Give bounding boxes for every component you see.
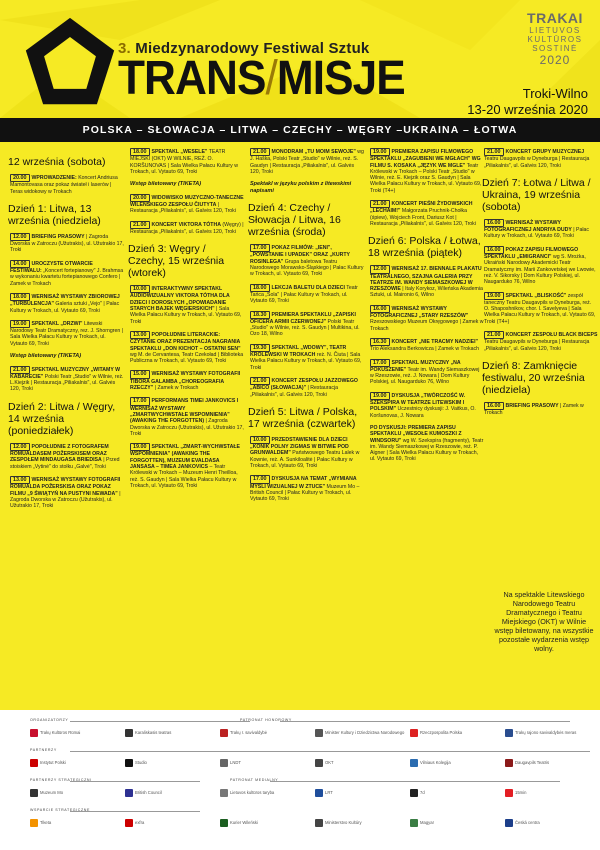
pentagon-logo-icon [22, 14, 118, 110]
event-time: 16.30 [370, 338, 390, 346]
event-entry: 20.00 WIDOWISKO MUZYCZNO-TANECZNE WILEŃSKIEGO ZESPOŁU ČIUTYTA | Restauracja „Piliakalnis", ul. Galvės 120, Troki [130, 194, 244, 215]
event-title: WERNISAŻ WYSTAWY ZBIOROWEJ „TURBULENCJA" [10, 293, 120, 308]
event-place: Restauracja „Piliakalnis", ul. Galvės 120, Troki [484, 339, 590, 352]
title-right: MISJE [276, 52, 405, 105]
event-place: Italy Korykoz, Wileńska Akademia Sztuki, ul. Maironio 6, Wilno [370, 286, 483, 299]
event-description: Teatru Daugavpils w Dyneburga [484, 156, 558, 163]
event-time: 21.00 [250, 377, 270, 385]
schedule-column-5 [482, 148, 598, 423]
sponsor-area [0, 710, 600, 850]
sponsor-logo: Trakų rajono savivaldybės meras [505, 728, 576, 738]
event-description: wg W. Szekspira (fragmenty), Teatr im. Wandy Siemaszkowej w Rzeszowie, reż. P. Aigner [370, 437, 484, 457]
event-title: KONCERT ZESPOŁU BLACK BICEPS [505, 332, 598, 339]
event-description: Litewski Narodowy Teatr Dramatyczny, rez. J. Shorngren [10, 320, 121, 335]
event-time: 19.00 [130, 443, 150, 451]
sponsor-logo: exfra [125, 818, 144, 828]
event-title: WIDOWISKO MUZYCZNO-TANECZNE WILEŃSKIEGO ZESPOŁU ČIUTYTA [130, 194, 244, 208]
sponsor-logo: Trakų r. savivaldybė [220, 728, 267, 738]
event-title: POPOŁUDNIE LITERACKIE: CZYTANIE ORAZ PREZENTACJA NAGRANIA SPEKTAKLU „DON KICHOT – OSTATNI SEN" [130, 331, 241, 352]
event-title: SPEKTAKL „WESELE" [151, 149, 208, 155]
event-place: Zagroda Dworska w Zatroczu (Užutrakis), ul. Užutrakio 17, Troki [130, 418, 244, 437]
event-entry: 13.00 POPOŁUDNIE LITERACKIE: CZYTANIE ORAZ PREZENTACJA NAGRANIA SPEKTAKLU „DON KICHOT – OSTATNI SEN" wg M. de Cervantesa, Teatr Czekoład | Biblioteka Publiczna w Trokach, ul. Vytauto 69, Troki [130, 331, 244, 365]
schedule-column-4 [368, 148, 484, 469]
day-heading: 12 września (sobota) [8, 156, 106, 168]
sponsor-logo: Minister Kultury i Dziedzictwa Narodowego [315, 728, 404, 738]
event-description: „Koncert fortepianowy" J. Brahmsa w wykonaniu kwartetu fortepianowego Confero [10, 268, 124, 281]
event-time: 16.00 [484, 402, 504, 410]
event-title: PREMIERA SPEKTAKLU „ZAPISKI OFICERA ARMII CZERWONEJ" [250, 311, 356, 325]
sponsor-logo: Daugavpils Teatris [505, 758, 549, 768]
event-description: Małgorzata Pruchnik-Chołka (śpiew), Wojciech Front, Dariusz Kot [370, 208, 468, 221]
event-description: Teatr Królewski w Trokach – Polski Teatr „Studio" w Wilnie, reż. E. Kiejzik oraz S. Gaudyn [370, 162, 479, 182]
day-heading: Dzień 8: Zamknięcie festiwalu, 20 września (niedziela) [482, 359, 585, 396]
event-title: KONCERT ZESPOŁU JAZZOWEGO „ABICO (SŁOWACJA)" [250, 377, 358, 392]
sponsor-row-divider [280, 721, 570, 722]
event-title: DYSKUSJA „TWÓRCZOŚĆ W. SZEKSPIRA W TEATRZE LITEWSKIM I POLSKIM" [370, 392, 466, 413]
event-entry: 17.00 PERFORMANS TIMEI JANKOVICS I WERNISAŻ WYSTAWY „ZMARTWYCHWSTAŁE WSPOMNIENIA" (AWAKING THE FORGOTTEN) | Zagroda Dworska w Zatroczu (Užutrakis), ul. Užutrakio 17, Troki [130, 398, 244, 437]
event-entry: 21.00 SPEKTAKL MUZYCZNY „WITAMY W KABARECIE" Polski Teatr „Studio" w Wilnie, reż. L.Kiejzik | Restauracja „Piliakalnis", ul. Galvės 120, Troki [10, 366, 124, 393]
day-heading: Dzień 2: Litwa / Węgry, 14 września (poniedziałek) [8, 400, 116, 437]
event-entry: 18.00 LEKCJA BALETU DLA DZIECI Teatr Tańca „Sola" | Pałac Kultury w Trokach, ul. Vytauto 69, Troki [250, 284, 358, 305]
event-place: Restauracja „Piliakalnis", ul. Galvės 120, Troki [370, 220, 476, 227]
event-description: Teatr im. Wandy Siemaszkowej w Rzeszowie, reż. J. Nowara [370, 366, 480, 380]
sponsor-row-divider [70, 781, 200, 782]
event-time: 18.00 [130, 148, 150, 156]
event-place: Restauracja „Piliakalnis", ul. Galvės 120, Troki [10, 380, 116, 393]
event-place: Sala Wielka Pałacu Kultury w Trokach, ul. Vytauto 69, Troki (T4+) [370, 175, 482, 194]
sponsor-row-label: ORGANIZATORZY [30, 718, 69, 722]
event-time: 12.00 [10, 443, 30, 451]
event-time: 17.00 [370, 359, 390, 367]
event-time: 16.00 [370, 305, 390, 313]
title-left: TRANS [118, 52, 266, 105]
sponsor-logo: Trakų Kultūros Rūmai [30, 728, 80, 738]
event-entry: PO DYSKUSJI: PREMIERA ZAPISU SPEKTAKLU „WESOŁE KUMOSZKI Z WINDSORU" wg W. Szekspira (fragmenty), Teatr im. Wandy Siemaszkowej w Rzeszowie, reż. P. Aigner | Sala Wielka Pałacu Kultury w Trokach, ul. Vytauto 69, Troki [370, 424, 484, 463]
event-title: POPOŁUDNIE Z FOTOGRAFEM ROMUALDASEM POŽERSKISEM ORAZ ZESPOŁEM MINDAUGASA BRIEDISA [10, 443, 109, 464]
event-place: Zamek w Trokach [157, 385, 199, 392]
event-description: Grupa baletowa Teatru Narodowego Morawsko-Śląskiego [250, 258, 338, 272]
sponsor-row-label: PATRONAT HONOROWY [240, 718, 292, 722]
sponsor-logo: Muzeum Mo [30, 788, 63, 798]
event-entry: 21.00 KONCERT VIKTORA TÓTHA (Węgry) | Restauracja „Piliakalnis", ul. Galvės 120, Troki [130, 221, 244, 235]
trakai-logo-line2a: LIETUVOS [529, 26, 581, 35]
sponsor-logo: LRT [315, 788, 333, 798]
event-title: SPEKTAKL „DRZWI" [31, 320, 83, 327]
sponsor-logo: Lietuvos kultūros taryba [220, 788, 274, 798]
event-place: Restauracja „Piliakalnis", ul. Galvės 120, Troki [130, 208, 236, 215]
event-place: Teras widokowy w Trokach [10, 188, 72, 195]
event-title: KONCERT PIEŚNI ŻYDOWSKICH „LECHAIM!" [370, 201, 473, 215]
event-title: POKAZ FILMÓW: „IENI", „POWSTANIE I UPADEK" ORAZ „KURTY ROSINLEGA" [250, 245, 350, 265]
event-place: Pałac Kultury w Trokach, ul. Vytauto 69, Troki [250, 291, 348, 305]
event-time: 13.00 [10, 476, 30, 484]
day-heading: Dzień 4: Czechy / Słowacja / Litwa, 16 września (środa) [248, 202, 341, 239]
sponsor-logo: 7d [410, 788, 425, 798]
event-time: 19.00 [370, 392, 390, 400]
event-title: SPEKTAKL MUZYCZNY „WITAMY W KABARECIE" [10, 366, 121, 380]
event-title: UROCZYSTE OTWARCIE FESTIWALU: [10, 260, 93, 275]
event-title: KONCERT GRUPY MUZYCZNEJ [505, 149, 585, 155]
sponsor-logo: Ministerstvo Kultúry [315, 818, 362, 828]
event-time: 19.30 [250, 344, 270, 352]
event-place: Sala Wielka Pałacu Kultury w Trokach, ul. Vytauto 69, Troki [10, 334, 106, 347]
event-entry: 10.00 PRZEDSTAWIENIE DLA DZIECI „KONIK POLNY ZIGMAS W BITWIE POD GRUNWALDEM" Państwowego Teatru Lalek w Kownie, reż. A. Sunkiloalitė | Pałac Kultury w Trokach, ul. Vytauto 69, Troki [250, 436, 360, 470]
festival-dates: 13-20 września 2020 [467, 102, 588, 117]
event-title: KONCERT VIKTORA TÓTHA [151, 221, 221, 228]
ticket-note: Wstęp biletowany (TIKETA) [130, 181, 202, 188]
event-description: zespół taneczny Teatru Daugavpils w Dyneburga, reż. O. Shaposhnikov, chor. I. Savelyeva [484, 292, 592, 313]
sponsor-logo: Rzeczpospolita Polska [410, 728, 462, 738]
sponsor-logo: 15min [505, 788, 526, 798]
event-title: SPEKTAKL MUZYCZNY „NA POKUSZENIE" [370, 359, 461, 373]
event-title: WERNISAŻ WYSTAWY FOTOGRAFII TIBORA GALAMBA „CHOREOGRAFIA RZECZY" [130, 371, 241, 392]
sponsor-logo: Česká centra [505, 818, 540, 828]
event-time: 12.00 [370, 265, 390, 273]
event-time: 16.00 [484, 219, 504, 227]
trakai-logo-line1: TRAKAI [527, 10, 583, 26]
sponsor-logo: Instytut Polski [30, 758, 66, 768]
event-entry: 16.00 POKAZ ZAPISU FILMOWEGO SPEKTAKLU „EMIGRANCI" wg S. Mrożka, Ukraiński Narodowy Akademicki Teatr Dramatyczny im. Marii Zankovetskej we Lwowie, reż. V. Sikorsky | Dom Kultury Polskiej, ul. Naugarduko 76, Wilno [484, 246, 596, 286]
ticket-note: Wstęp biletowany (TIKETA) [10, 353, 82, 360]
day-heading: Dzień 1: Litwa, 13 września (niedziela) [8, 202, 101, 227]
title-slash: / [265, 52, 277, 105]
ticket-note: Spektakl w języku polskim z litewskimi napisami [250, 181, 352, 194]
event-place: Sala Wielka Pałacu Kultury w Trokach, ul. Vytauto 69, Troki [250, 352, 362, 371]
event-place: Dom Kultury Polskiej, ul. Naugarduko 76, Wilno [370, 373, 470, 386]
event-place: Pałac Kultury w Trokach, ul. Vytauto 69, Troki [250, 489, 352, 503]
event-description: – Teatr Królewski w Trokach – Muzeum Henri Theilloa, reż. S. Gaudyn [130, 464, 238, 483]
event-entry: 19.00 SPEKTAKL „ZMART-WYCHWSTAŁE WSPOMNIENIA" (AWAKING THE FORGOTTEN), MUZEUM EVALDASA JANSASA – TIMEA JANKOVICS – Teatr Królewski w Trokach – Muzeum Henri Theilloa, reż. S. Gaudyn | Sala Wielka Pałacu Kultury w Trokach, ul. Vytauto 69, Troki [130, 444, 240, 489]
event-description: Polski Teatr „Studio" w Wilnie, reż. L.Kiejzik [10, 373, 124, 387]
event-title: WERNISAŻ WYSTAWY FOTOGRAFII ROMUALDA POŽERSKISA ORAZ POKAZ FILMU „9 ŚWIĄTYŃ NA PUSTYNI NEWADA" [10, 476, 121, 497]
trakai-logo-year: 2020 [539, 53, 571, 67]
event-time: 17.00 [250, 244, 270, 252]
event-description: TEATR MIEJSKI (OKT) W WILNIE, REŻ. O. KORŠUNOVAS [130, 149, 226, 169]
event-place: Pałac Kultury w Trokach, ul. Vytauto 69, Troki [250, 456, 353, 470]
event-entry: 18.30 PREMIERA SPEKTAKLU „ZAPISKI OFICERA ARMII CZERWONEJ" Polski Teatr „Studio" w Wilnie, reż. S. Gaudyn | Multikina, ul. Ozo 18, Wilno [250, 311, 360, 338]
event-entry: 19.00 SPEKTAKL „BLISKOŚĆ" zespół taneczny Teatru Daugavpils w Dyneburga, reż. O. Shaposhnikov, chor. I. Savelyeva | Sala Wielka Pałacu Kultury w Trokach, ul. Vytauto 69, Troki (T4+) [484, 292, 596, 325]
event-description: wg M. de Cervantesa, Teatr Czekoład [130, 351, 217, 358]
event-entry: 21.00 KONCERT ZESPOŁU JAZZOWEGO „ABICO (SŁOWACJA)" | Restauracja „Piliakalnis", ul. Galvės 120, Troki [250, 377, 358, 398]
event-time: 20.00 [130, 194, 150, 202]
event-time: 15.00 [130, 370, 150, 378]
sponsor-row-divider [270, 781, 560, 782]
event-time: 18.00 [10, 293, 30, 301]
event-time: 17.00 [250, 475, 270, 483]
event-entry: 13.00 WERNISAŻ WYSTAWY FOTOGRAFII ROMUALDA POŽERSKISA ORAZ POKAZ FILMU „9 ŚWIĄTYŃ NA PUSTYNI NEWADA" | Zagroda Dworska w Zatroczu (Užutrakis), ul. Užutrakio 17, Troki [10, 476, 121, 510]
event-entry: 12.00 POPOŁUDNIE Z FOTOGRAFEM ROMUALDASEM POŽERSKISEM ORAZ ZESPOŁEM MINDAUGASA BRIEDISA | Przed stoiskiem „Vytinė" do stołku „Galvė", Troki [10, 443, 120, 470]
event-place: Pałac Kultury w Trokach, ul. Vytauto 69, Troki [10, 301, 120, 314]
event-entry: 19.00 PREMIERA ZAPISU FILMOWEGO SPEKTAKLU „ZAGUBIENI WE MGŁACH" WG FILMU S. KOSAKA „JĘZYK WE MGLE" Teatr Królewski w Trokach – Polski Teatr „Studio" w Wilnie, reż. E. Kiejzik oraz S. Gaudyn | Sala Wielka Pałacu Kultury w Trokach, ul. Vytauto 69, Troki (T4+) [370, 149, 482, 194]
event-place: Biblioteka Publiczna w Trokach, ul. Vytauto 69, Troki [130, 351, 244, 365]
edition-text: Miedzynarodowy Festiwal Sztuk [135, 40, 370, 57]
event-title: PERFORMANS TIMEI JANKOVICS I WERNISAŻ WYSTAWY „ZMARTWYCHWSTAŁE WSPOMNIENIA" (AWAKING THE FORGOTTEN) [130, 398, 239, 425]
event-description: wg S. Mrożka, Ukraiński Narodowy Akademicki Teatr Dramatyczny im. Marii Zankovetskej we Lwowie, reż. V. Sikorsky [484, 254, 596, 279]
day-heading: Dzień 7: Łotwa / Litwa / Ukraina, 19 września (sobota) [482, 176, 591, 213]
event-entry: 21.00 KONCERT PIEŚNI ŻYDOWSKICH „LECHAIM!" Małgorzata Pruchnik-Chołka (śpiew), Wojciech Front, Dariusz Kot | Restauracja „Piliakalnis", ul. Galvės 120, Troki [370, 201, 476, 227]
event-entry: 17.00 DYSKUSJA NA TEMAT „WYMIANA MYŚLI WIZUALNEJ W ZTUCE" Muzeum Mo – British Council | Pałac Kultury w Trokach, ul. Vytauto 69, Troki [250, 476, 360, 503]
event-title: SPEKTAKL „ZMART-WYCHWSTAŁE WSPOMNIENIA" (AWAKING THE FORGOTTEN), MUZEUM EVALDASA JANSASA – TIMEA JANKOVICS [130, 444, 240, 470]
day-heading: Dzień 3: Węgry / Czechy, 15 września (wtorek) [128, 243, 225, 280]
edition-number: 3. [118, 40, 131, 57]
event-place: Zagroda Dworska w Zatroczu (Užutrakis), ul. Užutrakio 17, Troki [10, 496, 113, 510]
event-entry: 16.30 KONCERT „NIE TRACMY NADZIEI" Trio Aleksandra Berkowicza | Zamek w Trokach [370, 338, 479, 353]
event-title: SPEKTAKL „BLISKOŚĆ" [505, 292, 567, 299]
event-entry: 21.00 MONODRAM „TU MOIM SEWOJE" wg J. Haška, Polski Teatr „Studio" w Wilnie, reż. S. Gaudyn | Restauracja „Piliakalnis", ul. Galvės 120, Troki [250, 149, 364, 175]
festival-title [118, 52, 405, 105]
event-time: 20.00 [10, 174, 30, 182]
event-title: LEKCJA BALETU DLA DZIECI [271, 284, 345, 291]
sponsor-row-divider [70, 721, 250, 722]
event-place: Restauracja „Piliakalnis", ul. Galvės 120, Troki [484, 156, 590, 169]
event-description: Rzeszowskiego Muzeum Okręgowego [370, 319, 459, 326]
event-description: Trio Aleksandra Berkowicza [370, 346, 434, 353]
event-place: Zagroda Dworska w Zatroczu (Užutrakis), ul. Užutrakio 17, Troki [10, 233, 124, 254]
event-description: Uczestnicy dyskusji: J. Vaitkus, O. Koršunovas, J. Nowara [370, 406, 476, 419]
event-title: PO DYSKUSJI: PREMIERA ZAPISU SPEKTAKLU „WESOŁE KUMOSZKI Z WINDSORU" [370, 424, 462, 444]
schedule-column-1 [8, 148, 124, 515]
event-time: 21.00 [130, 221, 150, 229]
trakai-capital-logo [516, 10, 594, 67]
event-description: reż. N. Čiuta [316, 352, 346, 359]
event-title: BRIEFING PRASOWY [31, 233, 85, 240]
event-place: Sala Wielka Pałacu Kultury w Trokach, ul. Vytauto 69, Troki [130, 306, 242, 325]
event-entry: 16.00 BRIEFING PRASOWY | Zamek w Trokach [484, 402, 584, 417]
event-place: Dom Kultury Polskiej, ul. Naugarduko 76, Wilno [484, 272, 581, 286]
event-entry: 16.00 WERNISAŻ WYSTAWY FOTOGRAFICZNEJ ANDRIYA DUDY | Pałac Kultury w Trokach, ul. Vytauto 69, Troki [484, 219, 590, 240]
event-entry: 12.00 BRIEFING PRASOWY | Zagroda Dworska w Zatroczu (Užutrakis), ul. Užutrakio 17, Troki [10, 233, 124, 254]
event-description: Galeria sztuki „Vejo" [55, 301, 102, 308]
event-place: Sala Wielka Pałacu Kultury w Trokach, ul. Vytauto 69, Troki [130, 162, 238, 175]
event-description: Muzeum Mo – British Council [250, 483, 360, 496]
event-title: WERNISAŻ WYSTAWY FOTOGRAFICZNEJ „STARY RZESZÓW" [370, 305, 469, 320]
event-entry: 17.00 POKAZ FILMÓW: „IENI", „POWSTANIE I UPADEK" ORAZ „KURTY ROSINLEGA" Grupa baletowa Teatru Narodowego Morawsko-Śląskiego | Pałac Kultury w Trokach, ul. Vytauto 69, Troki [250, 245, 364, 278]
event-description: Teatru Daugavpils w Dyneburga [484, 339, 558, 346]
event-title: DYSKUSJA NA TEMAT „WYMIANA MYŚLI WIZUALNEJ W ZTUCE" [250, 476, 357, 490]
event-title: WERNISAŻ WYSTAWY FOTOGRAFICZNEJ ANDRIYA DUDY [484, 219, 572, 234]
sponsor-logo: Tiketa [30, 818, 51, 828]
event-place: Zamek w Trokach [370, 319, 484, 332]
event-time: 16.00 [484, 246, 504, 254]
sponsor-logo: Studio [125, 758, 147, 768]
event-title: WERNISAŻ 17. BIENNALE PLAKATU TEATRALNEGO, SZAJNA GALERIA PRZY TEATRZE IM. WANDY SIEMASZKOWEJ W RZESZOWIE [370, 266, 482, 293]
event-title: INTERAKTYWNY SPEKTAKL AUDIOWIZUALNY VIKTORA TÓTHA DLA DZIECI I DOROSŁYCH „OPOWIADANIE STARYCH BAJEK WĘGIERSKICH" [130, 286, 230, 313]
event-time: 10.00 [130, 285, 150, 293]
day-heading: Dzień 5: Litwa / Polska, 17 września (czwartek) [248, 405, 358, 430]
event-entry: 18.00 WERNISAŻ WYSTAWY ZBIOROWEJ „TURBULENCJA" Galeria sztuki „Vejo" | Pałac Kultury w Trokach, ul. Vytauto 69, Troki [10, 293, 120, 314]
event-entry: 14.00 UROCZYSTE OTWARCIE FESTIWALU: „Koncert fortepianowy" J. Brahmsa w wykonaniu kwartetu fortepianowego Confero | Zamek w Trokach [10, 260, 124, 287]
event-title: POKAZ ZAPISU FILMOWEGO SPEKTAKLU „EMIGRANCI" [484, 246, 579, 261]
sponsor-logo: LNDT [220, 758, 241, 768]
event-title: KONCERT „NIE TRACMY NADZIEI" [391, 338, 479, 345]
event-place: Pałac Kultury w Trokach, ul. Vytauto 69, Troki [484, 227, 590, 240]
countries-band: POLSKA – SŁOWACJA – LITWA – CZECHY – WĘGRY –UKRAINA – ŁOTWA [0, 118, 600, 142]
event-time: 21.00 [10, 366, 30, 374]
event-entry: 20.00 WPROWADZENIE: Koncert Andriusa Mamontovasa oraz pokaz świateł i laserów | Teras widokowy w Trokach [10, 175, 118, 195]
event-place: Sala Wielka Pałacu Kultury w Trokach, ul. Vytauto 69, Troki (T4+) [484, 306, 596, 325]
sponsor-logo: Vilniaus Kolegija [410, 758, 451, 768]
event-title: WPROWADZENIE: [31, 175, 77, 181]
event-time: 14.00 [10, 260, 30, 268]
event-time: 21.00 [250, 148, 270, 156]
event-title: PREMIERA ZAPISU FILMOWEGO SPEKTAKLU „ZAGUBIENI WE MGŁACH" WG FILMU S. KOSAKA „JĘZYK WE MGLE" [370, 149, 481, 169]
event-time: 10.00 [250, 436, 270, 444]
sponsor-row-divider [70, 751, 590, 752]
event-title: SPEKTAKL „WDOWY", TEATR KRÓLEWSKI W TROKACH [250, 344, 347, 359]
schedule-area [0, 142, 600, 710]
event-title: PRZEDSTAWIENIE DLA DZIECI „KONIK POLNY ZIGMAS W BITWIE POD GRUNWALDEM" [250, 436, 349, 457]
event-place: Pałac Kultury w Trokach, ul. Vytauto 69, Troki [250, 265, 364, 278]
sponsor-row-label: WSPARCIE STRATEGICZNE [30, 808, 90, 812]
event-time: 17.00 [130, 397, 150, 405]
event-place: Sala Wielka Pałacu Kultury w Trokach, ul. Vytauto 69, Troki [130, 476, 237, 489]
schedule-column-3 [248, 148, 364, 509]
event-place: Zamek w Trokach [10, 280, 51, 287]
festival-location: Troki-Wilno [522, 86, 588, 101]
event-entry: 12.00 WERNISAŻ 17. BIENNALE PLAKATU TEATRALNEGO, SZAJNA GALERIA PRZY TEATRZE IM. WANDY SIEMASZKOWEJ W RZESZOWIE | Italy Korykoz, Wileńska Akademia Sztuki, ul. Maironio 6, Wilno [370, 266, 483, 299]
event-description: Państwowego Teatru Lalek w Kownie, reż. A. Sunkiloalitė [250, 450, 360, 463]
event-description: wg J. Haška, Polski Teatr „Studio" w Wilnie, reż. S. Gaudyn [250, 149, 364, 169]
ticket-footnote: Na spektakle Litewskiego Narodowego Teatru Dramatycznego i Teatru Miejskiego (OKT) w Wilnie wstęp biletowany, na wszystkie pozostałe wydarzenia wstęp wolny. [494, 590, 594, 653]
event-time: 19.00 [370, 148, 390, 156]
sponsor-logo: OKT [315, 758, 334, 768]
sponsor-row-label: PATRONAT MEDIALNY [230, 778, 279, 782]
event-time: 18.30 [250, 311, 270, 319]
event-description: Teatr Tańca „Sola" [250, 284, 358, 298]
event-entry: 21.00 KONCERT GRUPY MUZYCZNEJ Teatru Daugavpils w Dyneburga | Restauracja „Piliakalnis", ul. Galvės 120, Troki [484, 149, 590, 169]
sponsor-row-label: PARTNERZY STRATEGICZNI [30, 778, 92, 782]
event-place: Restauracja „Piliakalnis", ul. Galvės 120, Troki [130, 228, 236, 235]
event-description: (Węgry) [222, 221, 241, 228]
event-place: Zamek w Trokach [438, 346, 479, 353]
event-time: 19.00 [484, 292, 504, 300]
sponsor-row-divider [70, 811, 200, 812]
event-place: Restauracja „Piliakalnis", ul. Galvės 120, Troki [250, 162, 355, 175]
event-place: Multikina, ul. Ozo 18, Wilno [250, 325, 360, 338]
trakai-logo-line2b: KULTŪROS [527, 35, 583, 44]
sponsor-logo: Magyar [410, 818, 434, 828]
event-time: 19.00 [10, 320, 30, 328]
event-entry: 19.30 SPEKTAKL „WDOWY", TEATR KRÓLEWSKI W TROKACH reż. N. Čiuta | Sala Wielka Pałacu Kultury w Trokach, ul. Vytauto 69, Troki [250, 344, 362, 371]
poster-header [0, 0, 600, 118]
event-entry: 17.00 SPEKTAKL MUZYCZNY „NA POKUSZENIE" Teatr im. Wandy Siemaszkowej w Rzeszowie, reż. J. Nowara | Dom Kultury Polskiej, ul. Naugarduko 76, Wilno [370, 359, 480, 386]
event-entry: 21.00 KONCERT ZESPOŁU BLACK BICEPS Teatru Daugavpils w Dyneburga | Restauracja „Piliakalnis", ul. Galvės 120, Troki [484, 332, 598, 352]
event-time: 21.00 [484, 148, 504, 156]
sponsor-logo: Karaliskasis teatras [125, 728, 171, 738]
event-title: MONODRAM „TU MOIM SEWOJE" [271, 149, 356, 155]
event-place: Zamek w Trokach [484, 402, 584, 417]
event-time: 13.00 [130, 331, 150, 339]
event-description: Polski Teatr „Studio" w Wilnie, reż. S. Gaudyn [250, 318, 355, 332]
event-entry: 19.00 SPEKTAKL „DRZWI" Litewski Narodowy Teatr Dramatyczny, rez. J. Shorngren | Sala Wielka Pałacu Kultury w Trokach, ul. Vytauto 69, Troki [10, 320, 124, 347]
event-place: Sala Wielka Pałacu Kultury w Trokach, ul. Vytauto 69, Troki [370, 450, 479, 463]
sponsor-row-label: PARTNERZY [30, 748, 57, 752]
event-time: 21.00 [484, 331, 504, 339]
trakai-logo-line2c: SOSTINĖ [532, 44, 578, 53]
event-entry: 15.00 WERNISAŻ WYSTAWY FOTOGRAFII TIBORA GALAMBA „CHOREOGRAFIA RZECZY" | Zamek w Trokach [130, 371, 241, 392]
event-description: Koncert Andriusa Mamontovasa oraz pokaz świateł i laserów [10, 175, 118, 189]
event-entry: 10.00 INTERAKTYWNY SPEKTAKL AUDIOWIZUALNY VIKTORA TÓTHA DLA DZIECI I DOROSŁYCH „OPOWIADANIE STARYCH BAJEK WĘGIERSKICH" | Sala Wielka Pałacu Kultury w Trokach, ul. Vytauto 69, Troki [130, 286, 242, 325]
event-place: Restauracja „Piliakalnis", ul. Galvės 120, Troki [250, 385, 338, 398]
event-entry [368, 392, 484, 419]
event-time: 18.00 [250, 284, 270, 292]
schedule-column-2 [128, 148, 244, 495]
event-entry: 16.00 WERNISAŻ WYSTAWY FOTOGRAFICZNEJ „STARY RZESZÓW" Rzeszowskiego Muzeum Okręgowego | Zamek w Trokach [370, 305, 484, 332]
event-time: 12.00 [10, 233, 30, 241]
day-heading: Dzień 6: Polska / Łotwa, 18 września (piątek) [368, 235, 481, 260]
event-time: 21.00 [370, 200, 390, 208]
event-entry: 18.00 SPEKTAKL „WESELE" TEATR MIEJSKI (OKT) W WILNIE, REŻ. O. KORŠUNOVAS | Sala Wielka Pałacu Kultury w Trokach, ul. Vytauto 69, Troki [130, 149, 238, 175]
sponsor-logo: British Council [125, 788, 162, 798]
event-place: Przed stoiskiem „Vytinė" do stołku „Galvė", Troki [10, 457, 120, 470]
sponsor-logo: Kurier Wileński [220, 818, 258, 828]
event-title: BRIEFING PRASOWY [505, 402, 559, 409]
